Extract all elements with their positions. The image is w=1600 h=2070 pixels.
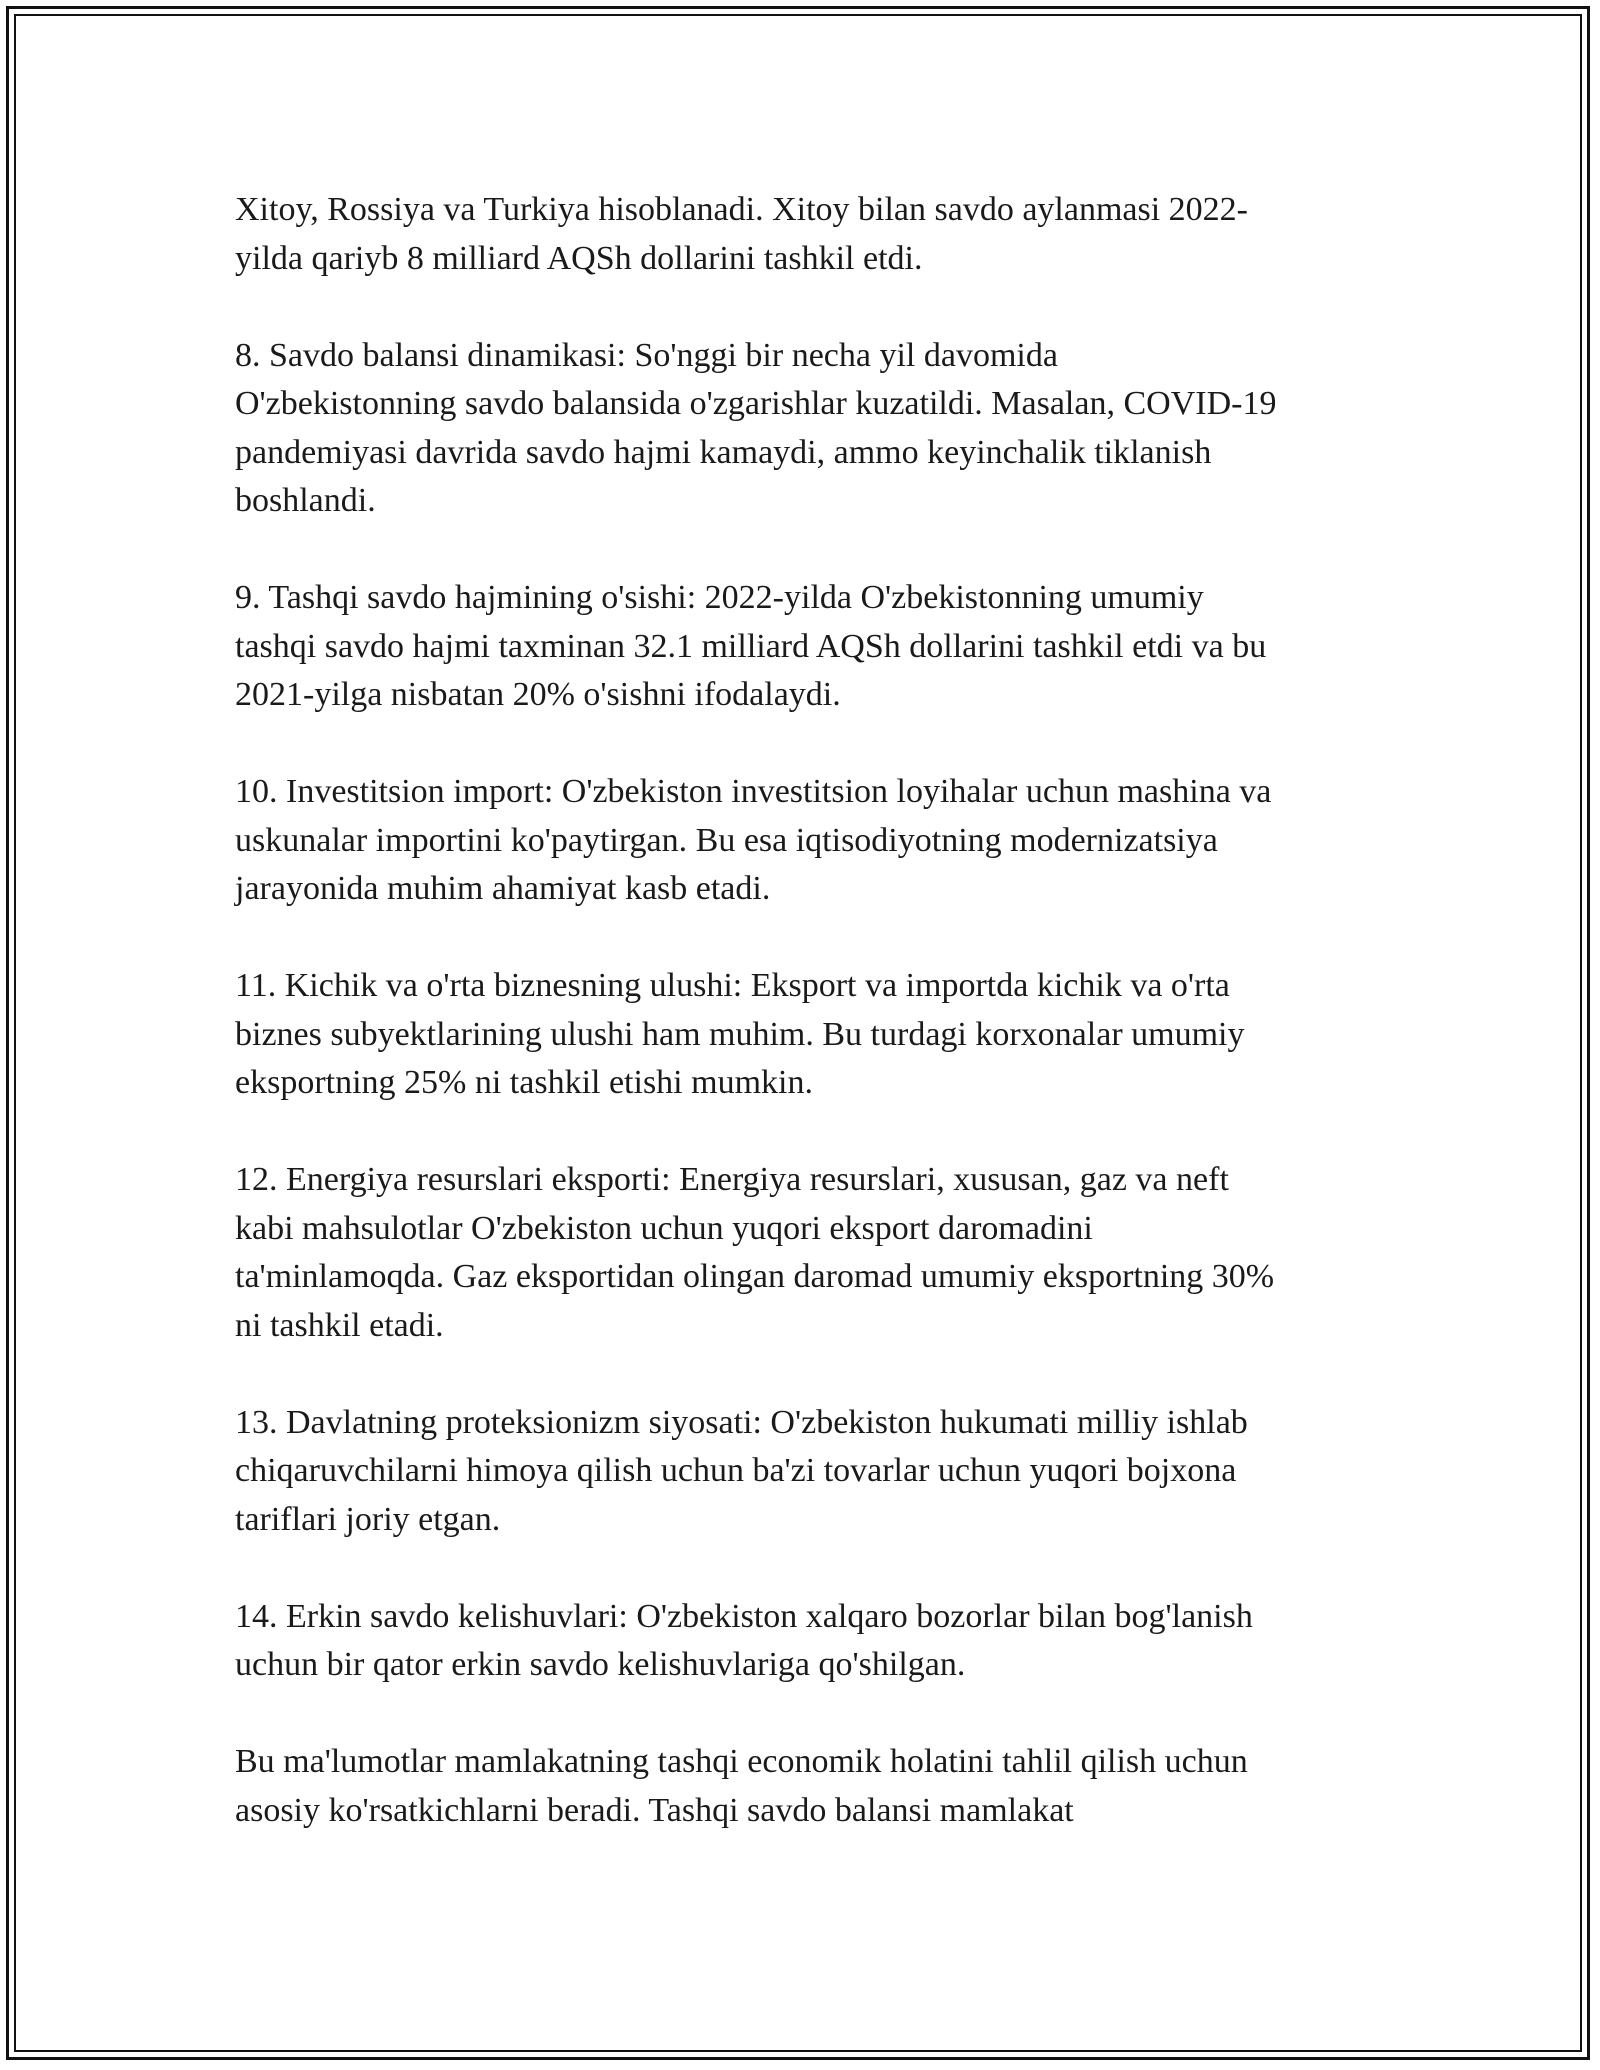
paragraph-energy-exports: 12. Energiya resurslari eksporti: Energiya resurslari, xususan, gaz va neft kabi mahsulotlar O'zbekiston uchun yuqori eksport daromadini ta'minlamoqda. Gaz eksportidan olingan daromad umumiy eksportning 30% ni tashkil etadi. — [235, 1161, 1275, 1344]
paragraph-conclusion: Bu ma'lumotlar mamlakatning tashqi economik holatini tahlil qilish uchun asosiy ko'rsatkichlarni beradi. Tashqi savdo balansi mamlakat — [235, 1743, 1248, 1829]
paragraph-investment-import: 10. Investitsion import: O'zbekiston investitsion loyihalar uchun mashina va uskunalar importini ko'paytirgan. Bu esa iqtisodiyotning modernizatsiya jarayonida muhim ahamiyat kasb etadi. — [235, 773, 1272, 907]
document-body — [235, 186, 1375, 1884]
paragraph-trade-balance-dynamics: 8. Savdo balansi dinamikasi: So'nggi bir necha yil davomida O'zbekistonning savdo balansida o'zgarishlar kuzatildi. Masalan, COVID-19 pandemiyasi davrida savdo hajmi kamaydi, ammo keyinchalik tiklanish boshlandi. — [235, 336, 1277, 519]
paragraph-sme-share: 11. Kichik va o'rta biznesning ulushi: Eksport va importda kichik va o'rta biznes subyektlarining ulushi ham muhim. Bu turdagi korxonalar umumiy eksportning 25% ni tashkil etishi mumkin. — [235, 967, 1245, 1101]
paragraph-trade-volume-growth: 9. Tashqi savdo hajmining o'sishi: 2022-yilda O'zbekistonning umumiy tashqi savdo hajmi taxminan 32.1 milliard AQSh dollarini tashkil etdi va bu 2021-yilga nisbatan 20% o'sishni ifodalaydi. — [235, 579, 1267, 713]
paragraph-protectionism-policy: 13. Davlatning proteksionizm siyosati: O'zbekiston hukumati milliy ishlab chiqaruvchilarni himoya qilish uchun ba'zi tovarlar uchun yuqori bojxona tariflari joriy etgan. — [235, 1403, 1248, 1538]
paragraph-intro-partners: Xitoy, Rossiya va Turkiya hisoblanadi. Xitoy bilan savdo aylanmasi 2022- yilda qariyb 8 milliard AQSh dollarini tashkil etdi. — [235, 191, 1248, 277]
paragraph-free-trade-agreements: 14. Erkin savdo kelishuvlari: O'zbekiston xalqaro bozorlar bilan bog'lanish uchun bir qator erkin savdo kelishuvlariga qo'shilgan. — [235, 1597, 1253, 1683]
